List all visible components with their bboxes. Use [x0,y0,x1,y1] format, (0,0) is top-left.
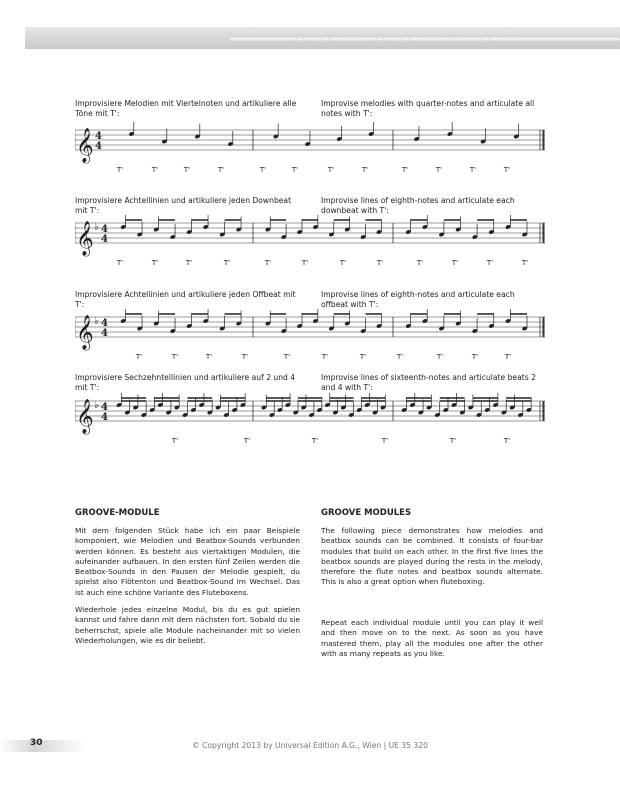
articulation-mark: T' [151,166,159,174]
articulation-mark: T' [503,166,511,174]
exercise-3-instruction-en: Improvise lines of eighth-notes and articulate each offbeat with T': [321,290,515,309]
articulation-mark: T' [205,353,213,361]
articulation-mark: T' [521,259,529,267]
articulation-mark: T' [116,166,124,174]
articulation-mark: T' [183,166,191,174]
exercise-4-staff [75,393,545,453]
treble-clef-icon: 𝄞 [76,315,94,350]
articulation-mark: T' [486,259,494,267]
exercise-1-instruction-en: Improvise melodies with quarter-notes and articulate all notes with T': [321,99,535,118]
exercise-3-staff [75,309,545,369]
articulation-mark: T' [243,437,251,445]
groove-heading-de: GROOVE-MODULE [75,508,160,518]
articulation-mark: T' [223,259,231,267]
groove-paragraph-2-de: Wiederhole jedes einzelne Modul, bis du es gut spielen kannst und fahre dann mit dem nächsten fort. Sobald du sie beherrschst, spiele alle Module nacheinander mit so vielen Wiederholungen, wie es dir beliebt. [75,605,300,645]
exercise-2-notation [75,215,545,259]
groove-paragraph-2-en: Repeat each individual module until you can play it well and then move on to the next. As soon as you have mastered them, play all the modules one after the other with as many repeats as you like. [321,618,543,658]
exercise-4-instruction-de: Improvisiere Sechzehntellinien und artikuliere auf 2 und 4 mit T': [75,373,296,392]
articulation-mark: T' [264,259,272,267]
exercise-1-staff [75,122,545,182]
articulation-mark: T' [451,259,459,267]
articulation-mark: T' [471,353,479,361]
articulation-mark: T' [291,166,299,174]
groove-paragraph-1-de: Mit dem folgenden Stück habe ich ein paar Beispiele komponiert, wie Melodien und Beatbox-Sounds verbunden werden können. Es besteht aus viertaktigen Modulen, die aufeinander aufbauen. In den ersten fünf Zeilen werden die Beatbox-Sounds in den Pausen der Melodie gespielt, du spielst also Flötenton und Beatbox-Sound im Wechsel. Das ist auch eine schöne Variante des Fluteboxens. [75,526,300,597]
articulation-mark: T' [171,437,179,445]
flat-icon: ♭ [94,400,99,411]
exercise-2-instruction-de: Improvisiere Achtellinien und artikuliere jeden Downbeat mit T': [75,196,292,215]
exercise-4-instruction-en: Improvise lines of sixteenth-notes and articulate beats 2 and 4 with T': [321,373,536,392]
exercise-2-instruction-en: Improvise lines of eighth-notes and articulate each downbeat with T': [321,196,515,215]
flat-icon: ♭ [94,316,99,327]
articulation-mark: T' [469,166,477,174]
articulation-mark: T' [401,166,409,174]
articulation-mark: T' [449,437,457,445]
articulation-mark: T' [361,166,369,174]
articulation-mark: T' [339,259,347,267]
articulation-mark: T' [359,353,367,361]
articulation-mark: T' [504,353,512,361]
articulation-mark: T' [396,353,404,361]
articulation-mark: T' [381,437,389,445]
exercise-3-notation [75,309,545,353]
treble-clef-icon: 𝄞 [76,128,94,163]
time-signature-bottom: 4 [101,328,108,339]
exercise-2-staff [75,215,545,275]
exercise-1-notation [75,122,545,166]
articulation-mark: T' [283,353,291,361]
articulation-mark: T' [301,259,309,267]
exercise-2-articulation [75,259,545,269]
copyright-notice: © Copyright 2013 by Universal Edition A.G., Wien | UE 35 320 [192,741,428,750]
articulation-mark: T' [259,166,267,174]
articulation-mark: T' [321,353,329,361]
exercise-4-notation [75,393,545,437]
page-number: 30 [30,738,43,748]
time-signature-bottom: 4 [101,412,108,423]
flat-icon: ♭ [94,222,99,233]
articulation-mark: T' [416,259,424,267]
articulation-mark: T' [311,437,319,445]
flute-illustration [230,30,620,48]
articulation-mark: T' [151,259,159,267]
articulation-mark: T' [171,353,179,361]
exercise-1-instruction-de: Improvisiere Melodien mit Viertelnoten und artikuliere alle Töne mit T': [75,99,297,118]
time-signature-top: 4 [101,224,108,235]
articulation-mark: T' [135,353,143,361]
time-signature-top: 4 [101,402,108,413]
treble-clef-icon: 𝄞 [76,221,94,256]
articulation-mark: T' [217,166,225,174]
articulation-mark: T' [185,259,193,267]
exercise-1-articulation [75,166,545,176]
articulation-mark: T' [241,353,249,361]
articulation-mark: T' [116,259,124,267]
exercise-3-instruction-de: Improvisiere Achtellinien und artikuliere jeden Offbeat mit T': [75,290,296,309]
time-signature-bottom: 4 [95,141,102,152]
articulation-mark: T' [435,166,443,174]
exercise-3-articulation [75,353,545,363]
time-signature-bottom: 4 [101,234,108,245]
articulation-mark: T' [376,259,384,267]
time-signature-top: 4 [101,318,108,329]
articulation-mark: T' [327,166,335,174]
articulation-mark: T' [436,353,444,361]
groove-heading-en: GROOVE MODULES [321,508,412,518]
articulation-mark: T' [503,437,511,445]
groove-paragraph-1-en: The following piece demonstrates how melodies and beatbox sounds can be combined. It consists of four-bar modules that build on each other. In the first five lines the beatbox sounds are played during the rests in the melody, therefore the flute notes and beatbox sounds alternate. This is also a great option when fluteboxing. [321,526,543,587]
time-signature-top: 4 [95,131,102,142]
treble-clef-icon: 𝄞 [76,399,94,434]
exercise-4-articulation [75,437,545,447]
